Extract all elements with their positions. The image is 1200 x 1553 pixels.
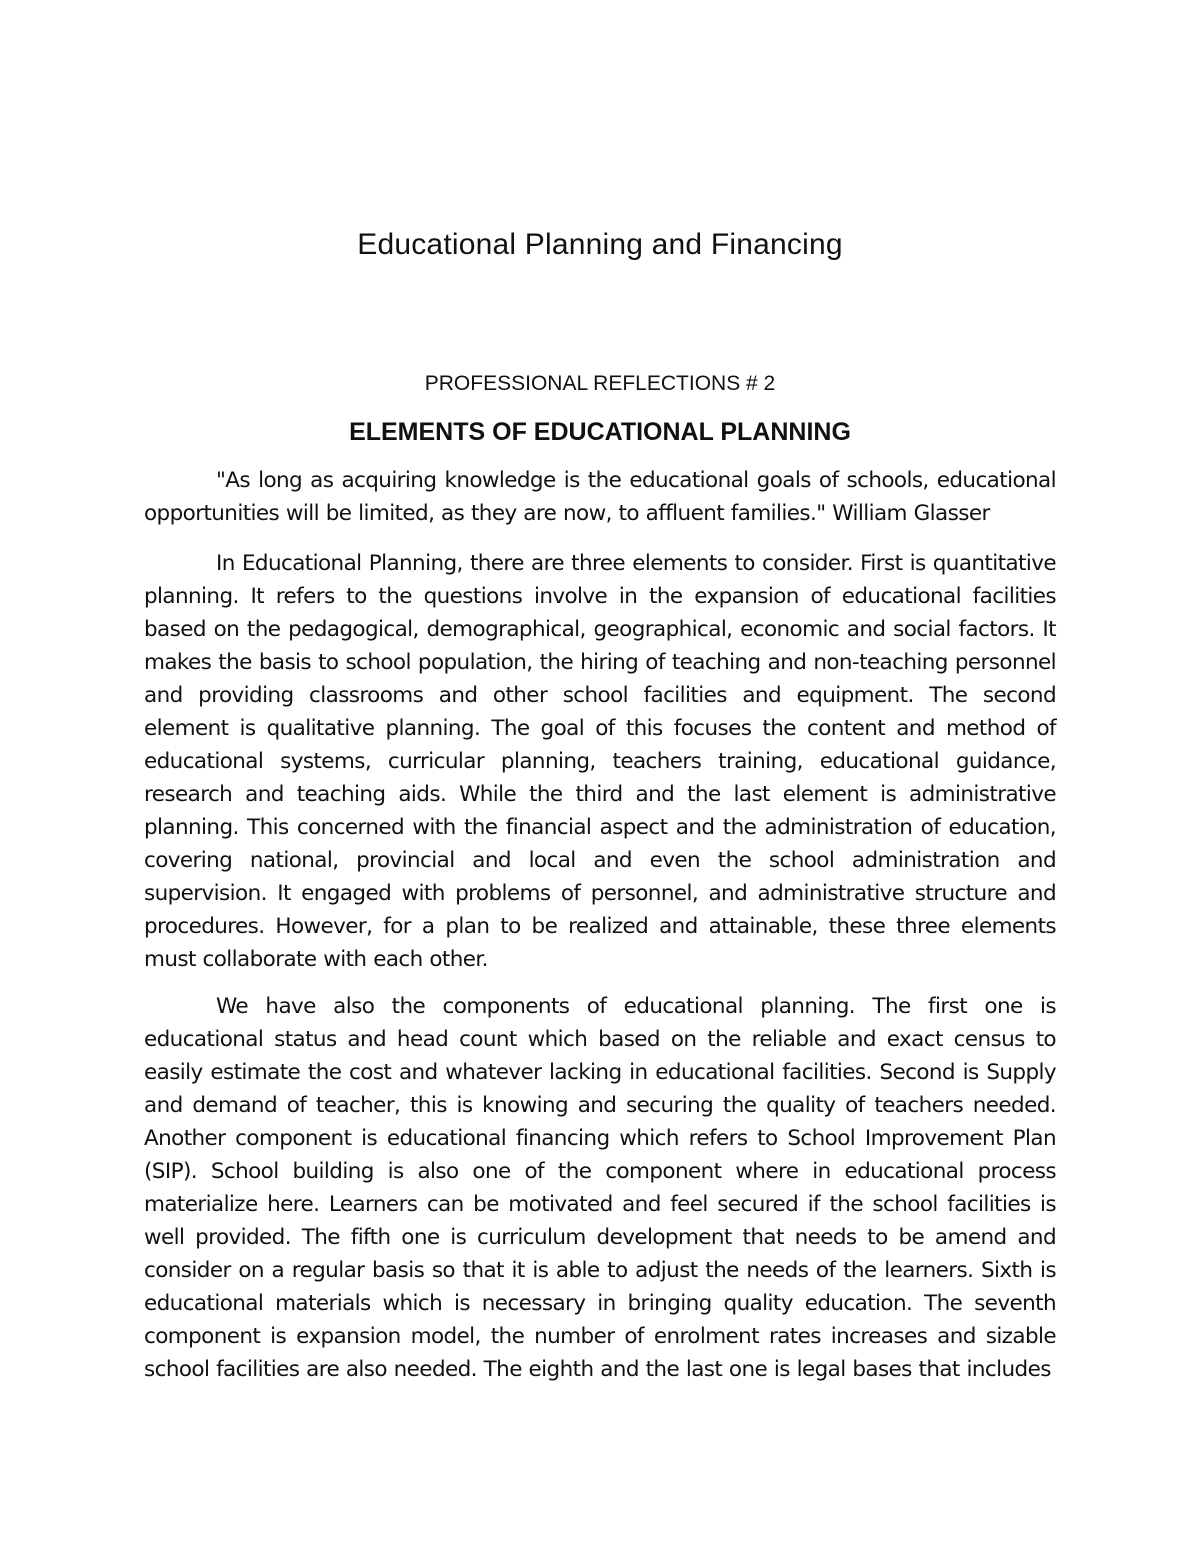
section-heading: ELEMENTS OF EDUCATIONAL PLANNING: [349, 418, 851, 446]
reflection-label: PROFESSIONAL REFLECTIONS # 2: [424, 372, 776, 395]
paragraph-components: We have also the components of educational planning. The first one is educational status and head count which based on the reliable and exact census to easily estimate the cost and whatever lacking in educational facilities. Second is Supply and demand of teacher, this is knowing and securing the quality of teachers needed. Another component is educational financing which refers to School Improvement Plan (SIP). School building is also one of the component where in educational process materialize here. Learners can be motivated and feel secured if the school facilities is well provided. The fifth one is curriculum development that needs to be amend and consider on a regular basis so that it is able to adjust the needs of the learners. Sixth is educational materials which is necessary in bringing quality education. The seventh component is expansion model, the number of enrolment rates increases and sizable school facilities are also needed. The eighth and the last one is legal bases that includes: [144, 994, 1056, 1382]
document-title: Educational Planning and Financing: [357, 228, 843, 261]
opening-quote: "As long as acquiring knowledge is the educational goals of schools, educational opportunities will be limited, as they are now, to affluent families." William Glasser: [144, 468, 1056, 526]
paragraph-elements: In Educational Planning, there are three elements to consider. First is quantitative planning. It refers to the questions involve in the expansion of educational facilities based on the pedagogical, demographical, geographical, economic and social factors. It makes the basis to school population, the hiring of teaching and non-teaching personnel and providing classrooms and other school facilities and equipment. The second element is qualitative planning. The goal of this focuses the content and method of educational systems, curricular planning, teachers training, educational guidance, research and teaching aids. While the third and the last element is administrative planning. This concerned with the financial aspect and the administration of education, covering national, provincial and local and even the school administration and supervision. It engaged with problems of personnel, and administrative structure and procedures. However, for a plan to be realized and attainable, these three elements must collaborate with each other.: [144, 551, 1056, 972]
